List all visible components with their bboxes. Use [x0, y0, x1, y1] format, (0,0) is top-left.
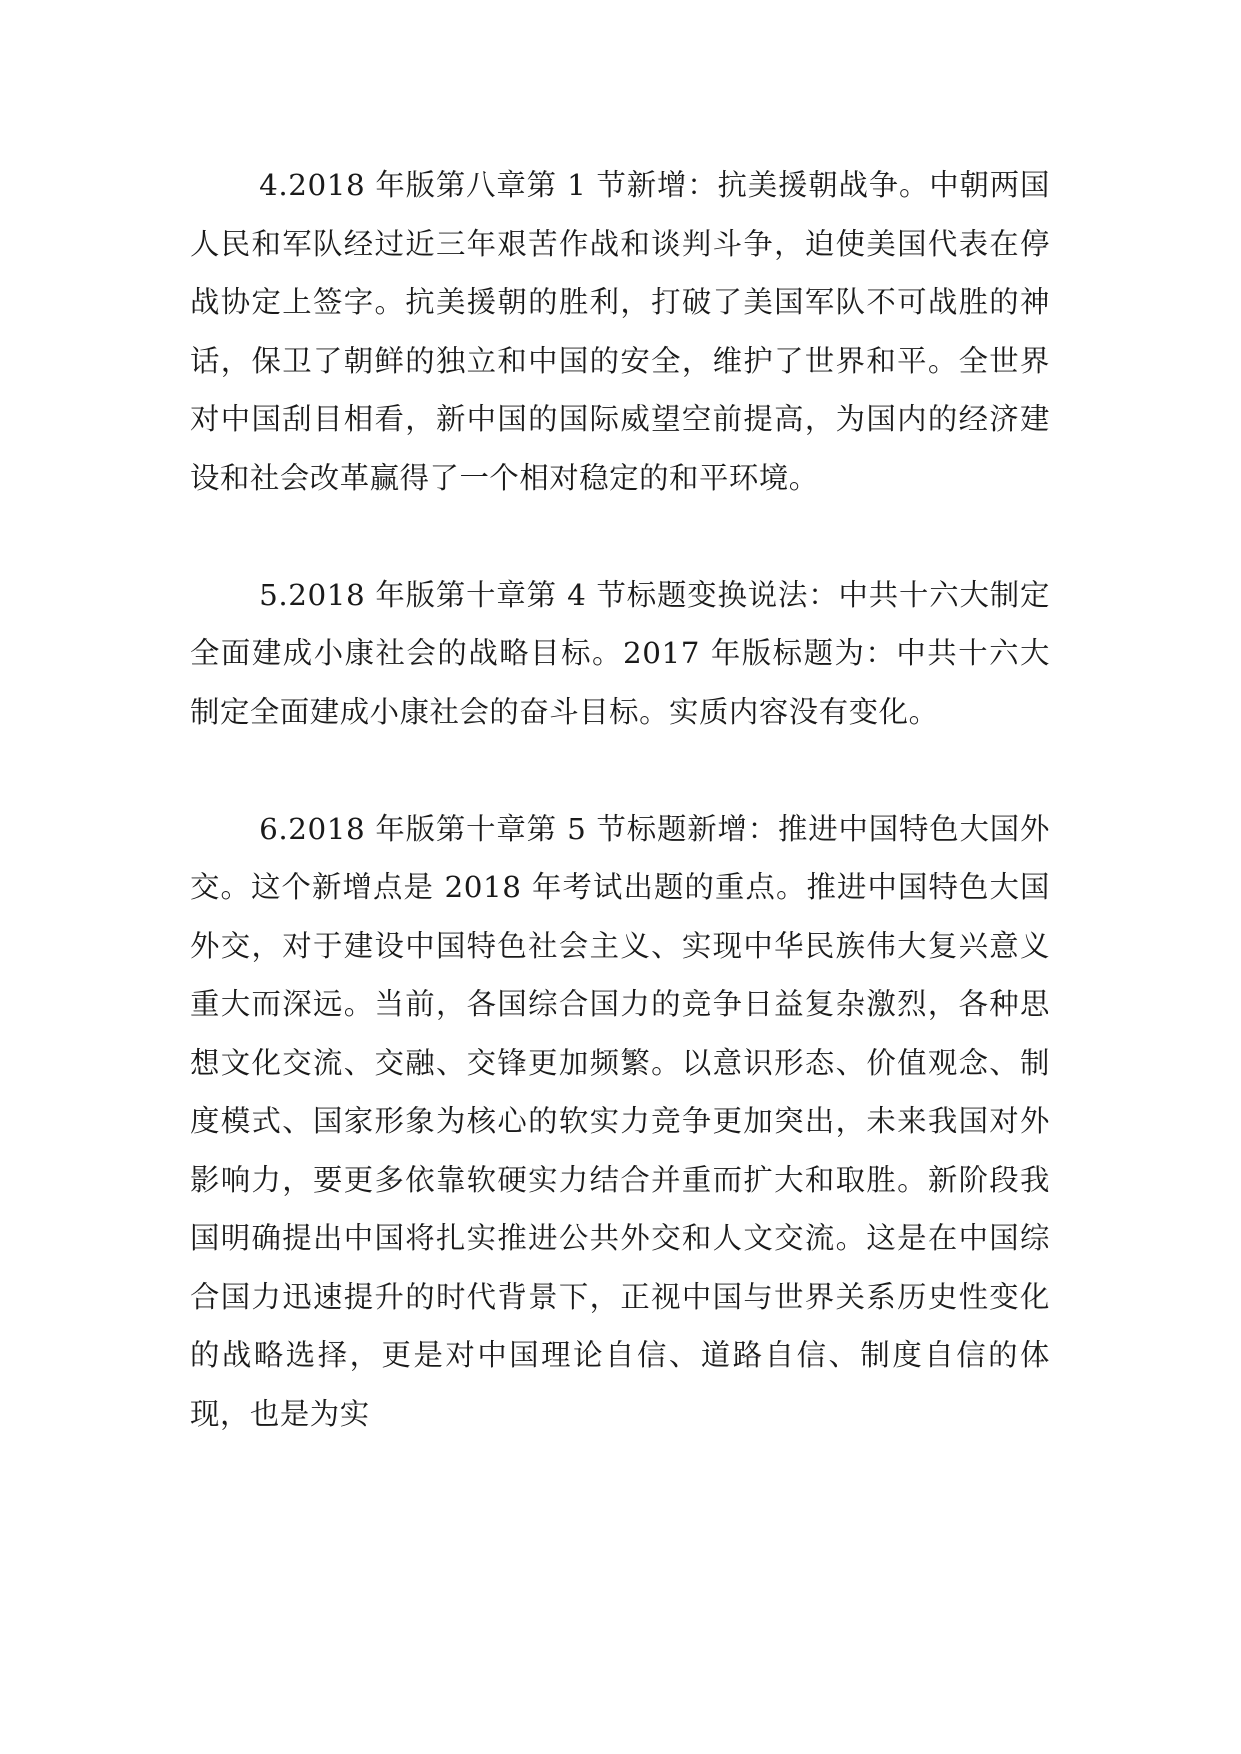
paragraph-spacer — [190, 741, 1050, 800]
document-body — [190, 156, 1050, 1443]
paragraph-spacer — [190, 507, 1050, 566]
paragraph-item-6: 6.2018 年版第十章第 5 节标题新增：推进中国特色大国外交。这个新增点是 2018 年考试出题的重点。推进中国特色大国外交，对于建设中国特色社会主义、实现中华民族伟大复兴意义重大而深远。当前，各国综合国力的竞争日益复杂激烈，各种思想文化交流、交融、交锋更加频繁。以意识形态、价值观念、制度模式、国家形象为核心的软实力竞争更加突出，未来我国对外影响力，要更多依靠软硬实力结合并重而扩大和取胜。新阶段我国明确提出中国将扎实推进公共外交和人文交流。这是在中国综合国力迅速提升的时代背景下，正视中国与世界关系历史性变化的战略选择，更是对中国理论自信、道路自信、制度自信的体现，也是为实 — [190, 811, 1050, 1431]
paragraph-item-4: 4.2018 年版第八章第 1 节新增：抗美援朝战争。中朝两国人民和军队经过近三年艰苦作战和谈判斗争，迫使美国代表在停战协定上签字。抗美援朝的胜利，打破了美国军队不可战胜的神话，保卫了朝鲜的独立和中国的安全，维护了世界和平。全世界对中国刮目相看，新中国的国际威望空前提高，为国内的经济建设和社会改革赢得了一个相对稳定的和平环境。 — [190, 168, 1050, 495]
paragraph-item-5: 5.2018 年版第十章第 4 节标题变换说法：中共十六大制定全面建成小康社会的战略目标。2017 年版标题为：中共十六大制定全面建成小康社会的奋斗目标。实质内容没有变化。 — [190, 577, 1050, 729]
